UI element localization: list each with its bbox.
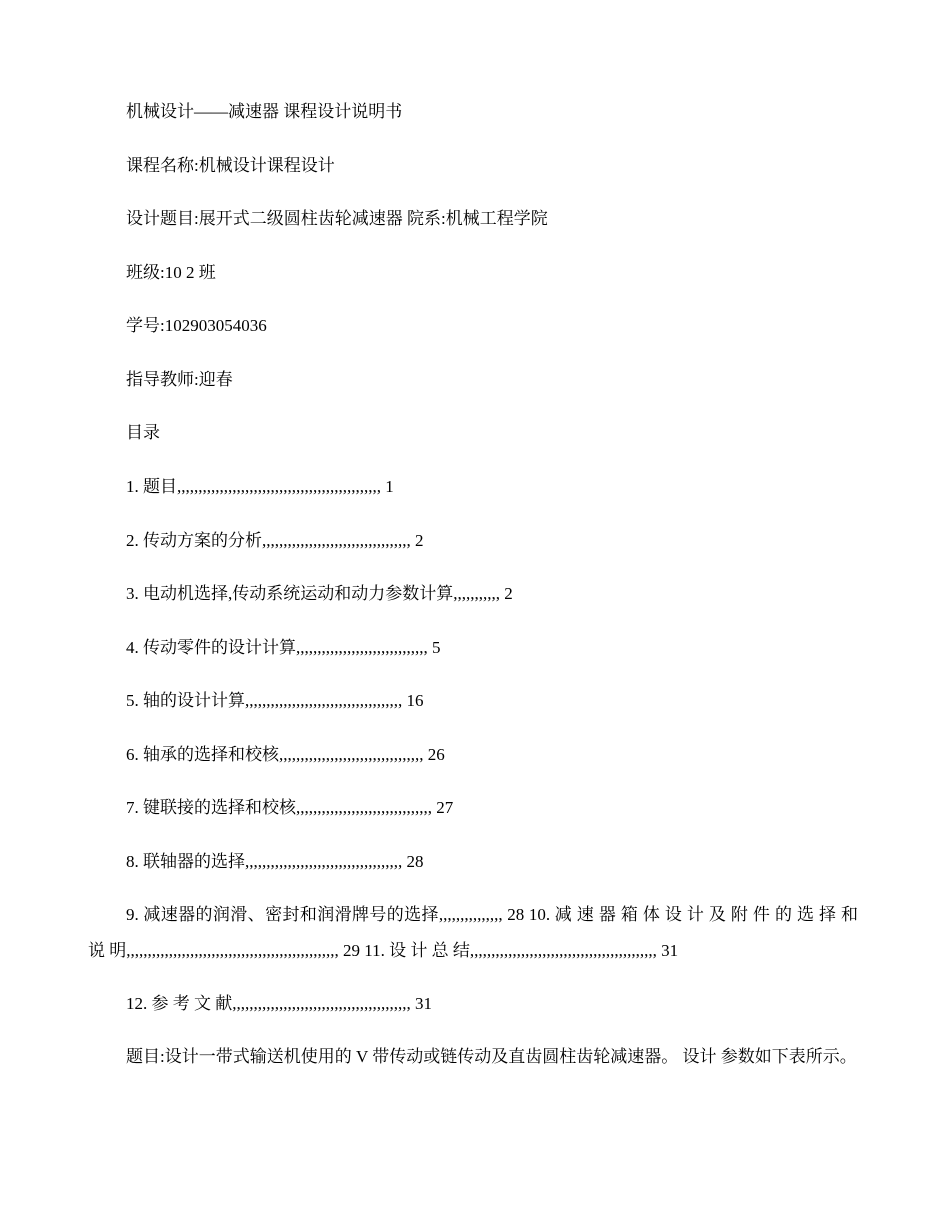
toc-item: 4. 传动零件的设计计算,,,,,,,,,,,,,,,,,,,,,,,,,,,,,,, 5 (126, 638, 441, 657)
class-info: 班级:10 2 班 (126, 263, 216, 282)
toc-item: 8. 联轴器的选择,,,,,,,,,,,,,,,,,,,,,,,,,,,,,,,,,,,,, 28 (126, 852, 424, 871)
design-topic: 设计题目:展开式二级圆柱齿轮减速器 院系:机械工程学院 (126, 209, 548, 228)
toc-item: 6. 轴承的选择和校核,,,,,,,,,,,,,,,,,,,,,,,,,,,,,,,,,, 26 (126, 745, 445, 764)
course-name: 课程名称:机械设计课程设计 (126, 156, 335, 175)
toc-wrapped-items: 9. 减速器的润滑、密封和润滑牌号的选择,,,,,,,,,,,,,,, 28 10. 减 速 器 箱 体 设 计 及 附 件 的 选 择 和 说 明,,,,,,,,,,,,,,,,,,,,,,,,,,,,,,,,,,,,,,,,,,,,,,,,,, 29 11. 设 计 总 结,,,,,,,,,,,,,,,,,,,,,,,,,,,,,,,,,,,,,,,,,,,, 31 (88, 905, 858, 960)
advisor: 指导教师:迎春 (126, 370, 233, 389)
toc-item: 12. 参 考 文 献,,,,,,,,,,,,,,,,,,,,,,,,,,,,,,,,,,,,,,,,,, 31 (126, 994, 432, 1013)
toc-item: 2. 传动方案的分析,,,,,,,,,,,,,,,,,,,,,,,,,,,,,,,,,,, 2 (126, 531, 424, 550)
toc-item: 1. 题目,,,,,,,,,,,,,,,,,,,,,,,,,,,,,,,,,,,,,,,,,,,,,,,, 1 (126, 477, 394, 496)
intro-paragraph: 题目:设计一带式输送机使用的 V 带传动或链传动及直齿圆柱齿轮减速器。 设计 参数如下表所示。 (126, 1047, 857, 1066)
document-title: 机械设计——减速器 课程设计说明书 (126, 102, 403, 121)
toc-item: 7. 键联接的选择和校核,,,,,,,,,,,,,,,,,,,,,,,,,,,,,,,, 27 (126, 798, 454, 817)
toc-item: 3. 电动机选择,传动系统运动和动力参数计算,,,,,,,,,,, 2 (126, 584, 513, 603)
toc-item: 5. 轴的设计计算,,,,,,,,,,,,,,,,,,,,,,,,,,,,,,,,,,,,, 16 (126, 691, 424, 710)
student-id: 学号:102903054036 (126, 316, 267, 335)
toc-heading: 目录 (126, 423, 160, 442)
